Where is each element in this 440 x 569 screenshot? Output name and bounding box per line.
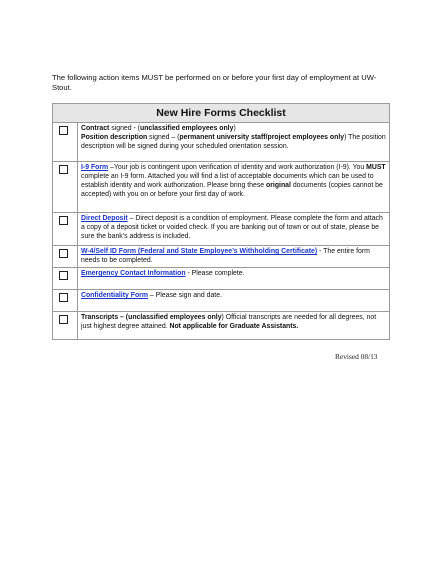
confidentiality-form-link[interactable]: Confidentiality Form (81, 292, 148, 299)
checkbox[interactable] (59, 249, 68, 258)
emergency-contact-link[interactable]: Emergency Contact Information (81, 270, 186, 277)
i9-form-link[interactable]: I-9 Form (81, 164, 109, 171)
checklist-row-emergency-contact (53, 268, 389, 290)
row-text: W-4/Self ID Form (Federal and State Employee’s Withholding Certificate) - The entire form needs to be completed. (81, 248, 370, 264)
checklist-table (52, 103, 390, 340)
checklist-row-confidentiality (53, 290, 389, 312)
checklist-row-w4 (53, 246, 389, 268)
checkbox[interactable] (59, 271, 68, 280)
checkbox[interactable] (59, 165, 68, 174)
row-text: I-9 Form –Your job is contingent upon verification of identity and work authorization (I-9). You MUST complete an I-9 form. Attached you will find a list of acceptable documents which can be used to establish identity and work authorization. Please bring these original documents (copies cannot be accepted) with you on or before your first day of work. (81, 164, 386, 198)
revised-date: Revised 08/13 (335, 352, 378, 361)
checklist-row-i9 (53, 162, 389, 213)
checkbox[interactable] (59, 315, 68, 324)
checklist-row-direct-deposit (53, 213, 389, 246)
intro-text: The following action items MUST be performed on or before your first day of employment at UW-Stout. (52, 73, 377, 92)
row-text: Transcripts – (unclassified employees only) Official transcripts are needed for all degrees, not just highest degree attained. Not applicable for Graduate Assistants. (81, 314, 377, 330)
checklist-title: New Hire Forms Checklist (53, 104, 389, 123)
w4-form-link[interactable]: W-4/Self ID Form (Federal and State Employee’s Withholding Certificate) (81, 248, 318, 255)
row-text: Direct Deposit – Direct deposit is a condition of employment. Please complete the form and attach a copy of a deposit ticket or voided check. If you are banking out of town or out of state, please be sure the bank’s address is included. (81, 215, 383, 240)
checklist-row-contract (53, 123, 389, 162)
checkbox[interactable] (59, 216, 68, 225)
row-text: Contract signed - (unclassified employees only) Position description signed – (permanent university staff/project employees only) The position description will be signed during your scheduled orientation session. (81, 125, 386, 150)
checklist-row-transcripts (53, 312, 389, 339)
row-text: Confidentiality Form – Please sign and date. (81, 292, 222, 299)
direct-deposit-link[interactable]: Direct Deposit (81, 215, 128, 222)
row-text: Emergency Contact Information - Please complete. (81, 270, 245, 277)
checkbox[interactable] (59, 126, 68, 135)
checkbox[interactable] (59, 293, 68, 302)
